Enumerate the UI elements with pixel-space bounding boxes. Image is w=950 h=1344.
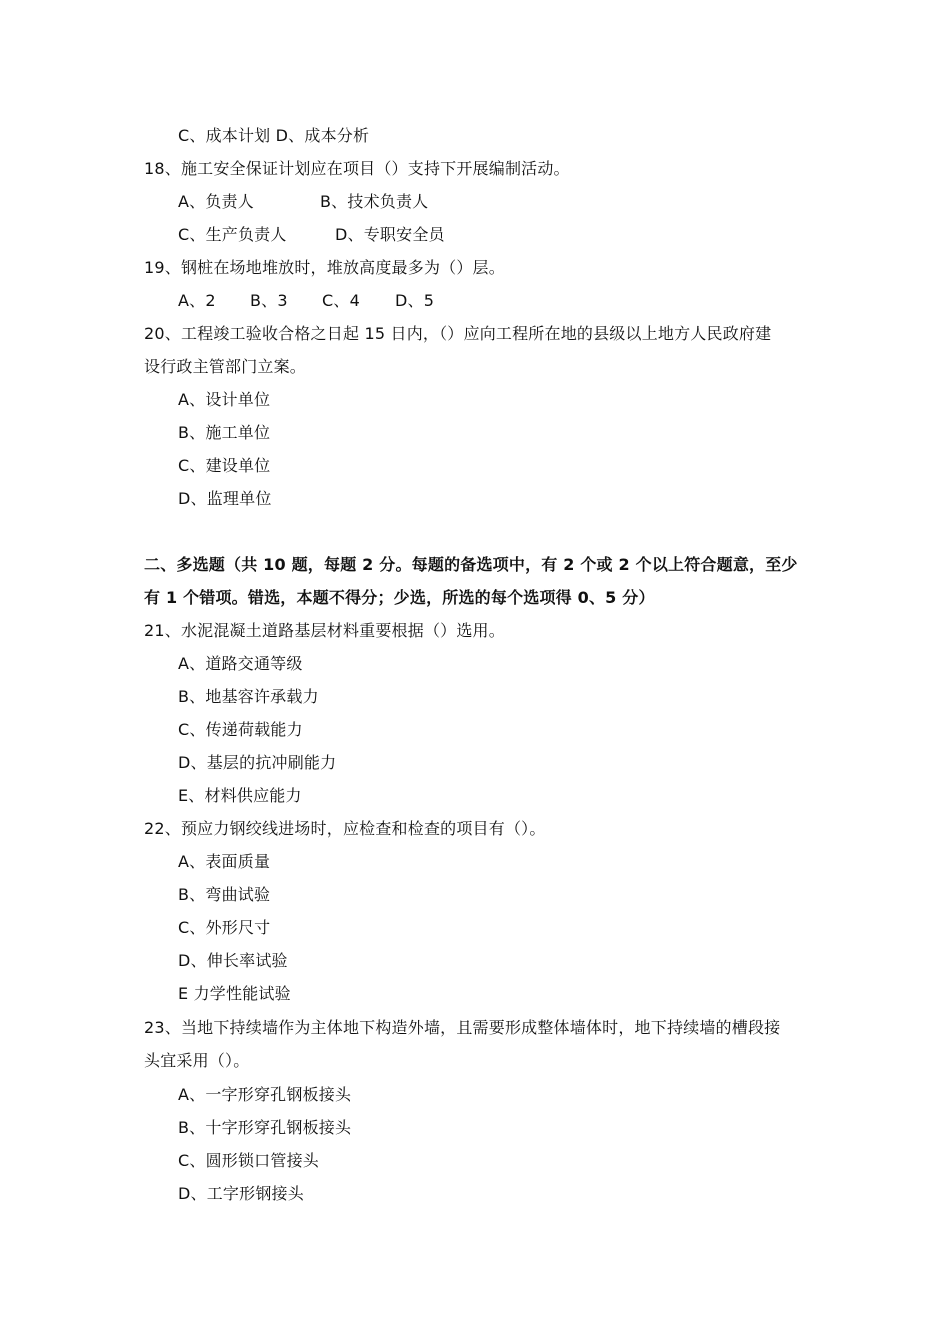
q23-stem-line-2: 头宜采用（）。 xyxy=(144,1051,250,1070)
q18-option-c: C、生产负责人 xyxy=(178,225,287,244)
q20-option-c: C、建设单位 xyxy=(178,456,271,475)
q22-stem: 22、预应力钢绞线进场时，应检查和检查的项目有（）。 xyxy=(144,819,546,838)
q21-stem: 21、水泥混凝土道路基层材料重要根据（）选用。 xyxy=(144,621,505,640)
q23-option-b: B、十字形穿孔钢板接头 xyxy=(178,1118,352,1137)
q20-option-b: B、施工单位 xyxy=(178,423,271,442)
q21-option-d: D、基层的抗冲刷能力 xyxy=(178,753,337,772)
section-2-heading-line-1: 二、多选题（共 10 题，每题 2 分。每题的备选项中，有 2 个或 2 个以上符合题意，至少 xyxy=(144,555,798,574)
q23-stem-line-1: 23、当地下持续墙作为主体地下构造外墙，且需要形成整体墙体时，地下持续墙的槽段接 xyxy=(144,1018,781,1037)
q22-option-e: E 力学性能试验 xyxy=(178,984,291,1003)
q20-stem-line-2: 设行政主管部门立案。 xyxy=(144,357,307,376)
q18-option-b: B、技术负责人 xyxy=(320,192,429,211)
q18-stem: 18、施工安全保证计划应在项目（）支持下开展编制活动。 xyxy=(144,159,570,178)
q19-option-a: A、2 xyxy=(178,291,216,310)
q21-option-c: C、传递荷载能力 xyxy=(178,720,303,739)
q19-option-b: B、3 xyxy=(250,291,288,310)
q17-options-line: C、成本计划 D、成本分析 xyxy=(178,126,370,145)
q22-option-b: B、弯曲试验 xyxy=(178,885,271,904)
q18-option-a: A、负责人 xyxy=(178,192,254,211)
section-2-heading-line-2: 有 1 个错项。错选，本题不得分；少选，所选的每个选项得 0、5 分） xyxy=(144,588,655,607)
q22-option-a: A、表面质量 xyxy=(178,852,271,871)
q19-option-c: C、4 xyxy=(322,291,360,310)
q21-option-b: B、地基容许承载力 xyxy=(178,687,319,706)
q19-stem: 19、钢桩在场地堆放时，堆放高度最多为（）层。 xyxy=(144,258,505,277)
q20-option-d: D、监理单位 xyxy=(178,489,272,508)
q22-option-c: C、外形尺寸 xyxy=(178,918,271,937)
q20-option-a: A、设计单位 xyxy=(178,390,271,409)
q19-option-d: D、5 xyxy=(395,291,435,310)
q22-option-d: D、伸长率试验 xyxy=(178,951,288,970)
q23-option-c: C、圆形锁口管接头 xyxy=(178,1151,319,1170)
q23-option-a: A、一字形穿孔钢板接头 xyxy=(178,1085,352,1104)
q18-option-d: D、专职安全员 xyxy=(335,225,445,244)
q23-option-d: D、工字形钢接头 xyxy=(178,1184,304,1203)
q21-option-a: A、道路交通等级 xyxy=(178,654,303,673)
q21-option-e: E、材料供应能力 xyxy=(178,786,302,805)
q20-stem-line-1: 20、工程竣工验收合格之日起 15 日内，（）应向工程所在地的县级以上地方人民政府建 xyxy=(144,324,772,343)
